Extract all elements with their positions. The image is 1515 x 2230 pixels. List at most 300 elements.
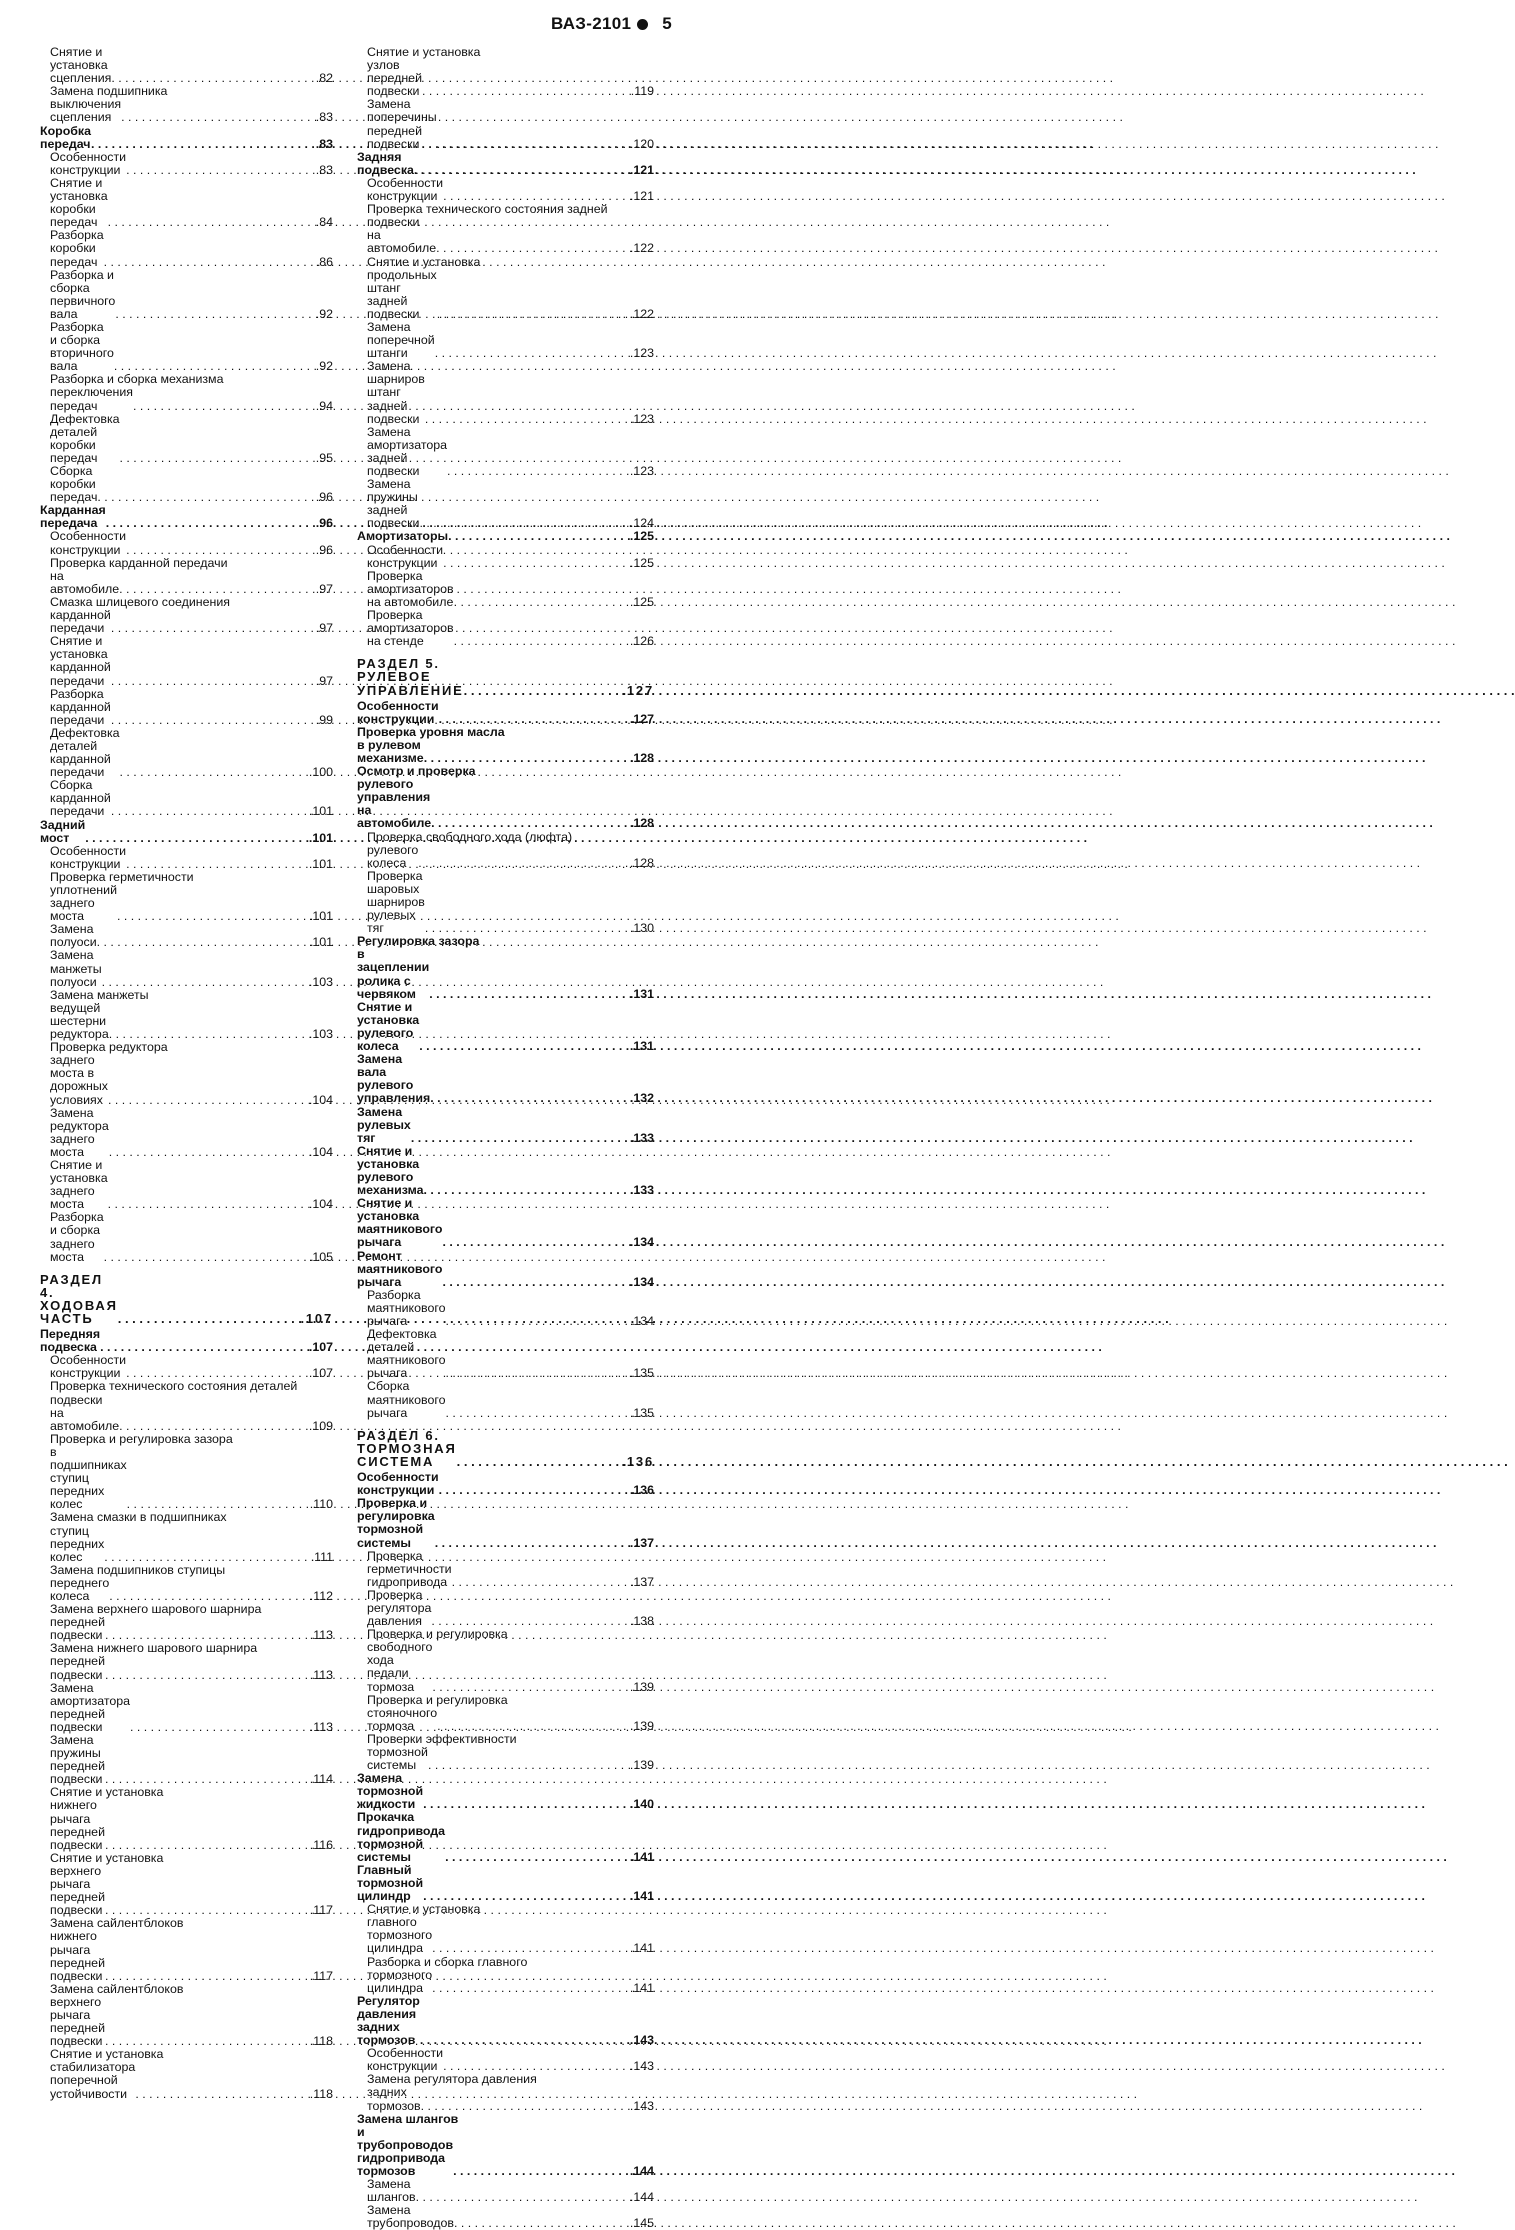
toc-main-entry [357, 2113, 654, 2178]
toc-page-number: .104 [308, 1144, 333, 1159]
toc-sub-entry [357, 1550, 654, 1589]
toc-sub-entry [357, 1694, 654, 1733]
dot-leader [108, 216, 316, 229]
toc-page-number: .131 [629, 986, 654, 1001]
toc-entry-title: стабилизатора поперечной устойчивости [50, 2060, 136, 2101]
toc-entry-title: Проверка амортизаторов на стенде [367, 608, 454, 649]
dot-leader [414, 164, 630, 177]
toc-main-entry [357, 1864, 654, 1903]
dot-leader [97, 491, 315, 504]
toc-entry-title: РАЗДЕЛ 5. РУЛЕВОЕ УПРАВЛЕНИЕ [357, 656, 464, 698]
dot-leader [120, 766, 309, 779]
dot-leader [429, 988, 630, 1001]
toc-main-entry [357, 1497, 654, 1549]
toc-entry-title: стояночного тормоза [367, 1705, 438, 1733]
dot-leader [453, 2165, 630, 2178]
toc-entry-title: Замена манжеты полуоси [50, 948, 102, 989]
dot-leader [418, 857, 630, 870]
toc-entry-title: Замена регулятора давления [367, 2072, 537, 2087]
toc-sub-entry [40, 373, 333, 412]
toc-entry-title: верхнего рычага передней подвески [50, 1994, 105, 2049]
toc-page-number: .126 [629, 634, 654, 649]
toc-entry-title: Прокачка гидропривода тормозной системы [357, 1810, 446, 1864]
toc-sub-entry [40, 151, 333, 177]
toc-page-number: .92 [315, 306, 333, 321]
toc-sub-entry [40, 46, 333, 85]
dot-leader [97, 936, 309, 949]
toc-main-entry [357, 1772, 654, 1811]
toc-entry-title: Снятие и установка карданной передачи [50, 634, 111, 688]
toc-sub-entry [40, 85, 333, 124]
dot-leader [85, 832, 309, 845]
toc-sub-entry [357, 98, 654, 150]
dot-leader [428, 1759, 630, 1772]
toc-page-number: .133 [629, 1130, 654, 1145]
toc-entry-title: в зацеплении ролика с червяком [357, 947, 430, 1001]
toc-page-number: .107 [300, 1311, 333, 1326]
toc-main-entry [40, 504, 333, 530]
toc-sub-entry [357, 1289, 654, 1328]
toc-entry-title: нижнего рычага передней подвески [50, 1929, 105, 1983]
toc-entry-title: Проверка амортизаторов на автомобиле [367, 568, 454, 609]
toc-entry-title: Замена поперечины передней подвески [367, 97, 437, 151]
toc-main-entry [40, 125, 333, 151]
toc-sub-entry [40, 269, 333, 321]
toc-entry-title: карданной передачи [50, 608, 111, 636]
toc-page-number: .124 [629, 516, 654, 531]
toc-main-entry [357, 1197, 654, 1249]
toc-page-number: .105 [308, 1249, 333, 1264]
toc-main-entry [357, 1053, 654, 1105]
toc-sub-entry [40, 949, 333, 988]
toc-page-number: .96 [315, 542, 333, 557]
toc-page-number: .97 [315, 621, 333, 636]
dot-leader [425, 413, 630, 426]
toc-sub-entry [357, 2178, 654, 2204]
toc-page-number: .134 [629, 1314, 654, 1328]
dot-leader [106, 517, 316, 530]
toc-sub-entry [357, 1628, 654, 1693]
toc-sub-entry [40, 229, 333, 268]
toc-main-entry [357, 151, 654, 177]
toc-page-number: .101 [308, 856, 333, 871]
toc-sub-entry [357, 1328, 654, 1380]
dot-leader [443, 1276, 630, 1289]
toc-entry-title: Разборка и сборка механизма [50, 372, 224, 387]
toc-sub-entry [40, 557, 333, 596]
toc-sub-entry [40, 1682, 333, 1734]
toc-entry-title: Особенности конструкции [367, 175, 444, 204]
toc-sub-entry [357, 46, 654, 98]
toc-sub-entry [357, 426, 654, 478]
toc-page-number: .118 [309, 2034, 333, 2049]
toc-sub-entry [40, 177, 333, 229]
toc-sub-entry [357, 1589, 654, 1628]
toc-page-number: .131 [629, 1039, 654, 1054]
dot-leader [115, 308, 315, 321]
toc-sub-entry [40, 1852, 333, 1917]
toc-entry-title: Проверка шаровых шарниров рулевых тяг [367, 868, 425, 936]
toc-main-entry [357, 1145, 654, 1197]
toc-page-number: .104 [308, 1092, 333, 1107]
toc-entry-title: продольных штанг задней подвески [367, 267, 437, 321]
toc-entry-title: передней подвески [50, 1654, 105, 1682]
toc-page-number: .112 [309, 1588, 333, 1603]
dot-leader [457, 1455, 622, 1468]
toc-page-number: .101 [308, 935, 333, 950]
toc-entry-title: Особенности конструкции [357, 1470, 439, 1498]
running-header [551, 14, 672, 34]
toc-page-number: .140 [629, 1797, 654, 1812]
toc-entry-title: Задняя подвеска [357, 149, 414, 177]
toc-page-number: .136 [629, 1483, 654, 1498]
toc-sub-entry [40, 871, 333, 923]
toc-page-number: .143 [629, 2098, 654, 2113]
toc-sub-entry [357, 1380, 654, 1419]
toc-entry-title: Особенности конструкции [50, 843, 127, 871]
toc-entry-title: Снятие и установка сцепления [50, 45, 112, 86]
toc-entry-title: Замена амортизатора задней подвески [367, 424, 448, 478]
toc-sub-entry [357, 203, 654, 255]
toc-page-number: .128 [629, 855, 654, 870]
toc-sub-entry [40, 1041, 333, 1106]
toc-entry-title: узлов передней подвески [367, 58, 422, 99]
toc-sub-entry [357, 256, 654, 321]
dot-leader [104, 1251, 309, 1264]
toc-page-number: .135 [629, 1366, 654, 1381]
toc-entry-title: Проверка свободного хода (люфта) [367, 829, 573, 844]
toc-sub-entry [40, 635, 333, 687]
toc-main-entry [357, 1471, 654, 1497]
toc-entry-title: заднего моста в дорожных условиях [50, 1053, 108, 1107]
toc-entry-title: Регулировка зазора [357, 934, 480, 949]
toc-entry-title: Замена верхнего шарового шарнира [50, 1602, 262, 1617]
toc-page-number: .141 [629, 1980, 654, 1995]
toc-main-entry [357, 1250, 654, 1289]
toc-entry-title: Проверка и регулировка [367, 1627, 508, 1642]
toc-page-number: .143 [629, 2059, 654, 2074]
toc-page-number: .83 [315, 110, 333, 125]
toc-entry-title: ступиц передних колес [50, 1523, 105, 1564]
toc-entry-title: Замена подшипника [50, 84, 168, 99]
toc-sub-entry [357, 570, 654, 609]
toc-entry-title: рулевого управления на автомобиле [357, 777, 432, 831]
toc-entry-title: Замена сайлентблоков [50, 1916, 184, 1931]
dot-leader [108, 1198, 309, 1211]
toc-entry-title: Снятие и установка заднего моста [50, 1157, 108, 1212]
toc-page-number: .113 [309, 1719, 333, 1734]
toc-entry-title: Дефектовка деталей маятникового рычага [367, 1327, 446, 1381]
toc-entry-title: передней подвески [50, 1615, 105, 1643]
toc-entry-title: выключения сцепления [50, 97, 122, 125]
toc-entry-title: Осмотр и проверка [357, 764, 476, 779]
dot-leader [447, 465, 630, 478]
toc-entry-title: Передняя подвеска [40, 1327, 101, 1355]
dot-leader [437, 138, 630, 151]
toc-page-number: .117 [309, 1903, 333, 1918]
toc-entry-title: Главный тормозной цилиндр [357, 1862, 424, 1904]
toc-page-number: .121 [629, 162, 654, 177]
toc-page-number: .133 [629, 1183, 654, 1198]
toc-sub-entry [40, 1983, 333, 2048]
toc-page-number: .86 [315, 254, 333, 269]
toc-entry-title: Особенности конструкции [357, 698, 439, 726]
toc-entry-title: Проверка герметичности [50, 869, 194, 884]
toc-entry-title: верхнего рычага передней подвески [50, 1863, 105, 1918]
toc-entry-title: Замена смазки в подшипниках [50, 1510, 227, 1525]
toc-entry-title: на автомобиле [50, 568, 120, 596]
toc-page-number: .120 [629, 136, 654, 151]
toc-sub-entry [357, 321, 654, 360]
toc-entry-title: Регулятор давления задних тормозов [357, 1993, 420, 2048]
toc-entry-title: Проверка и регулировка зазора [50, 1431, 233, 1446]
toc-sub-entry [40, 465, 333, 504]
toc-entry-title: Проверка и регулировка тормозной системы [357, 1496, 435, 1550]
toc-page-number: .107 [308, 1340, 333, 1355]
dot-leader [454, 2217, 630, 2230]
toc-page-number: .110 [309, 1497, 333, 1512]
toc-main-entry [357, 1811, 654, 1863]
dot-leader [445, 1367, 629, 1380]
toc-entry-title: Проверка герметичности гидропривода [367, 1548, 452, 1589]
toc-sub-entry [40, 989, 333, 1041]
dot-leader [452, 1576, 630, 1589]
toc-page-number: .128 [629, 816, 654, 831]
toc-entry-title: Замена тормозной жидкости [357, 1771, 424, 1812]
dot-leader [445, 1851, 630, 1864]
toc-sub-entry [40, 688, 333, 727]
dot-leader [108, 1094, 309, 1107]
dot-leader [464, 684, 622, 697]
toc-entry-title: Разборка маятникового рычага [367, 1287, 446, 1328]
toc-page-number: .141 [629, 1889, 654, 1904]
toc-entry-title: Замена пружины задней подвески [367, 477, 420, 531]
toc-entry-title: Проверки эффективности [367, 1731, 517, 1746]
dot-leader [111, 714, 316, 727]
toc-sub-entry [357, 2073, 654, 2112]
toc-entry-title: Коробка передач [40, 123, 92, 151]
toc-entry-title: Замена поперечной штанги [367, 319, 435, 361]
toc-page-number: .96 [315, 516, 333, 531]
toc-sub-entry [357, 2047, 654, 2073]
toc-page-number: .113 [309, 1667, 333, 1682]
toc-entry-title: главного тормозного цилиндра [367, 1915, 433, 1956]
toc-sub-entry [40, 1564, 333, 1603]
toc-entry-title: уплотнений заднего моста [50, 883, 117, 924]
toc-page-number: .141 [629, 1849, 654, 1864]
dot-leader [454, 596, 630, 609]
toc-main-entry [357, 765, 654, 830]
toc-entry-title: Замена рулевых тяг [357, 1104, 411, 1145]
toc-main-entry [357, 530, 654, 543]
toc-entry-title: подвески на автомобиле [50, 1392, 120, 1433]
toc-entry-title: Снятие и установка маятникового рычага [357, 1196, 443, 1250]
toc-entry-title: Разборка и сборка заднего моста [50, 1210, 104, 1264]
toc-page-number: .125 [629, 594, 654, 609]
toc-page-number: .96 [315, 490, 333, 505]
toc-page-number: .145 [629, 2216, 654, 2230]
toc-entry-title: Особенности конструкции [50, 529, 127, 557]
toc-sub-entry [40, 1734, 333, 1786]
toc-page-number: .137 [629, 1574, 654, 1589]
toc-page-number: .118 [309, 2086, 333, 2101]
toc-sub-entry [357, 870, 654, 935]
dot-leader [133, 400, 316, 413]
toc-sub-entry [40, 779, 333, 818]
toc-entry-title: Дефектовка деталей карданной передачи [50, 725, 120, 780]
dot-leader [126, 164, 316, 177]
bullet-icon [637, 19, 648, 30]
toc-page-number: .139 [629, 1758, 654, 1773]
toc-page-number: .134 [629, 1235, 654, 1250]
toc-page-number: .135 [629, 1405, 654, 1420]
toc-page-number: .125 [629, 555, 654, 570]
toc-page-number: .116 [309, 1837, 333, 1852]
toc-entry-title: Разборка коробки передач [50, 228, 104, 269]
dot-leader [437, 308, 630, 321]
toc-sub-entry [40, 2048, 333, 2100]
toc-entry-title: Замена трубопроводов [367, 2203, 455, 2230]
toc-entry-title: Снятие и установка [367, 45, 481, 59]
toc-page-number: .113 [309, 1628, 333, 1643]
toc-main-entry [357, 1995, 654, 2047]
dot-leader [443, 557, 630, 570]
toc-page-number: .82 [315, 71, 333, 86]
toc-entry-title: в подшипниках ступиц передних колес [50, 1444, 127, 1512]
toc-page-number: .83 [315, 162, 333, 177]
toc-entry-title: Снятие и установка [367, 1902, 481, 1917]
toc-entry-title: Замена шлангов [357, 2111, 459, 2126]
toc-page-number: .143 [629, 2033, 654, 2048]
toc-entry-title: переключения передач [50, 385, 134, 413]
toc-page-number: .122 [629, 241, 654, 256]
toc-page-number: .114 [309, 1772, 333, 1787]
toc-sub-entry [40, 845, 333, 871]
toc-entry-title: Проверка карданной передачи [50, 555, 228, 570]
dot-leader [109, 1146, 309, 1159]
dot-leader [121, 111, 316, 124]
dot-leader [117, 910, 309, 923]
toc-page-number: .136 [621, 1453, 654, 1469]
toc-entry-title: в рулевом механизме [357, 737, 424, 765]
toc-entry-title: Замена шарниров штанг задней подвески [367, 359, 425, 426]
toc-entry-title: ведущей шестерни редуктора [50, 1000, 109, 1042]
toc-page-number: .92 [315, 359, 333, 374]
toc-entry-title: нижнего рычага передней подвески [50, 1798, 105, 1852]
toc-page-number: .127 [629, 711, 654, 726]
toc-main-entry [357, 1001, 654, 1053]
toc-entry-title: и трубопроводов гидропривода тормозов [357, 2124, 454, 2178]
toc-entry-title: Замена сайлентблоков [50, 1981, 184, 1996]
dot-leader [424, 1184, 630, 1197]
dot-leader [118, 1312, 301, 1325]
dot-leader [442, 1236, 629, 1249]
toc-main-entry [357, 726, 654, 765]
toc-page-number: .139 [629, 1718, 654, 1733]
toc-sub-entry [40, 1354, 333, 1380]
toc-left-column [40, 46, 333, 2101]
dot-leader [104, 256, 316, 269]
toc-entry-title: Снятие и установка рулевого механизма [357, 1143, 424, 1198]
dot-leader [435, 1537, 630, 1550]
toc-page-number: .125 [629, 529, 654, 544]
toc-entry-title: Особенности конструкции [367, 542, 444, 570]
toc-page-number: .101 [308, 804, 333, 819]
toc-page-number: .123 [629, 464, 654, 478]
toc-entry-title: Особенности конструкции [367, 2046, 444, 2074]
toc-entry-title: Замена полуоси [50, 922, 97, 950]
toc-right-column [357, 46, 654, 2230]
dot-leader [420, 2034, 630, 2047]
toc-page-number: .132 [629, 1091, 654, 1106]
toc-entry-title: Ремонт маятникового рычага [357, 1248, 443, 1289]
toc-entry-title: Задний мост [40, 817, 86, 845]
dot-leader [422, 85, 631, 98]
toc-page-number: .134 [629, 1274, 654, 1289]
toc-main-entry [40, 819, 333, 845]
toc-page-number: .94 [315, 398, 333, 413]
toc-entry-title: Замена подшипников ступицы [50, 1562, 226, 1577]
toc-entry-title: рулевого колеса [367, 842, 419, 870]
toc-page-number: .144 [629, 2190, 654, 2205]
dot-leader [91, 138, 316, 151]
toc-page-number: .144 [629, 2164, 654, 2178]
toc-sub-entry [40, 1786, 333, 1851]
toc-entry-title: Особенности конструкции [50, 149, 127, 177]
toc-entry-title: Замена вала рулевого управления [357, 1052, 431, 1106]
toc-sub-entry [357, 831, 654, 870]
toc-sub-entry [40, 413, 333, 465]
dot-leader [432, 1982, 630, 1995]
toc-page-number: .117 [309, 1968, 333, 1983]
toc-section-heading [40, 1273, 333, 1325]
toc-entry-title: Разборка и сборка вторичного вала [50, 319, 114, 374]
dot-leader [419, 1040, 630, 1053]
toc-page-number: .128 [629, 750, 654, 765]
toc-entry-title: Разборка и сборка первичного вала [50, 267, 116, 321]
toc-page-number: .122 [629, 306, 654, 321]
toc-entry-title: Проверка технического состояния деталей [50, 1379, 298, 1394]
toc-entry-title: Снятие и установка [50, 1785, 164, 1800]
toc-entry-title: Проверка регулятора давления [367, 1587, 432, 1629]
page-number: 5 [662, 14, 672, 33]
toc-entry-title: Снятие и установка [367, 254, 481, 269]
toc-main-entry [357, 1106, 654, 1145]
toc-sub-entry [357, 2204, 654, 2230]
toc-sub-entry [40, 727, 333, 779]
toc-page-number: .100 [308, 765, 333, 780]
toc-entry-title: Замена манжеты [50, 987, 149, 1002]
toc-sub-entry [357, 360, 654, 425]
toc-page-number: .138 [629, 1614, 654, 1629]
toc-page-number: .141 [629, 1941, 654, 1956]
toc-entry-title: Замена нижнего шарового шарнира [50, 1641, 258, 1656]
toc-sub-entry [40, 923, 333, 949]
toc-page-number: .119 [630, 84, 654, 99]
dot-leader [111, 675, 316, 688]
toc-entry-title: Проверка уровня масла [357, 724, 505, 739]
toc-page-number: .109 [308, 1418, 333, 1433]
toc-page-number: .111 [310, 1549, 333, 1564]
dot-leader [135, 2088, 309, 2101]
toc-entry-title: РАЗДЕЛ 4. ХОДОВАЯ ЧАСТЬ [40, 1271, 118, 1326]
dot-leader [448, 530, 630, 543]
toc-page-number: .121 [629, 189, 654, 204]
toc-entry-title: Проверка технического состояния задней [367, 202, 608, 217]
toc-entry-title: Сборка карданной передачи [50, 778, 111, 819]
toc-entry-title: Замена шлангов [367, 2177, 416, 2205]
toc-sub-entry [357, 177, 654, 203]
